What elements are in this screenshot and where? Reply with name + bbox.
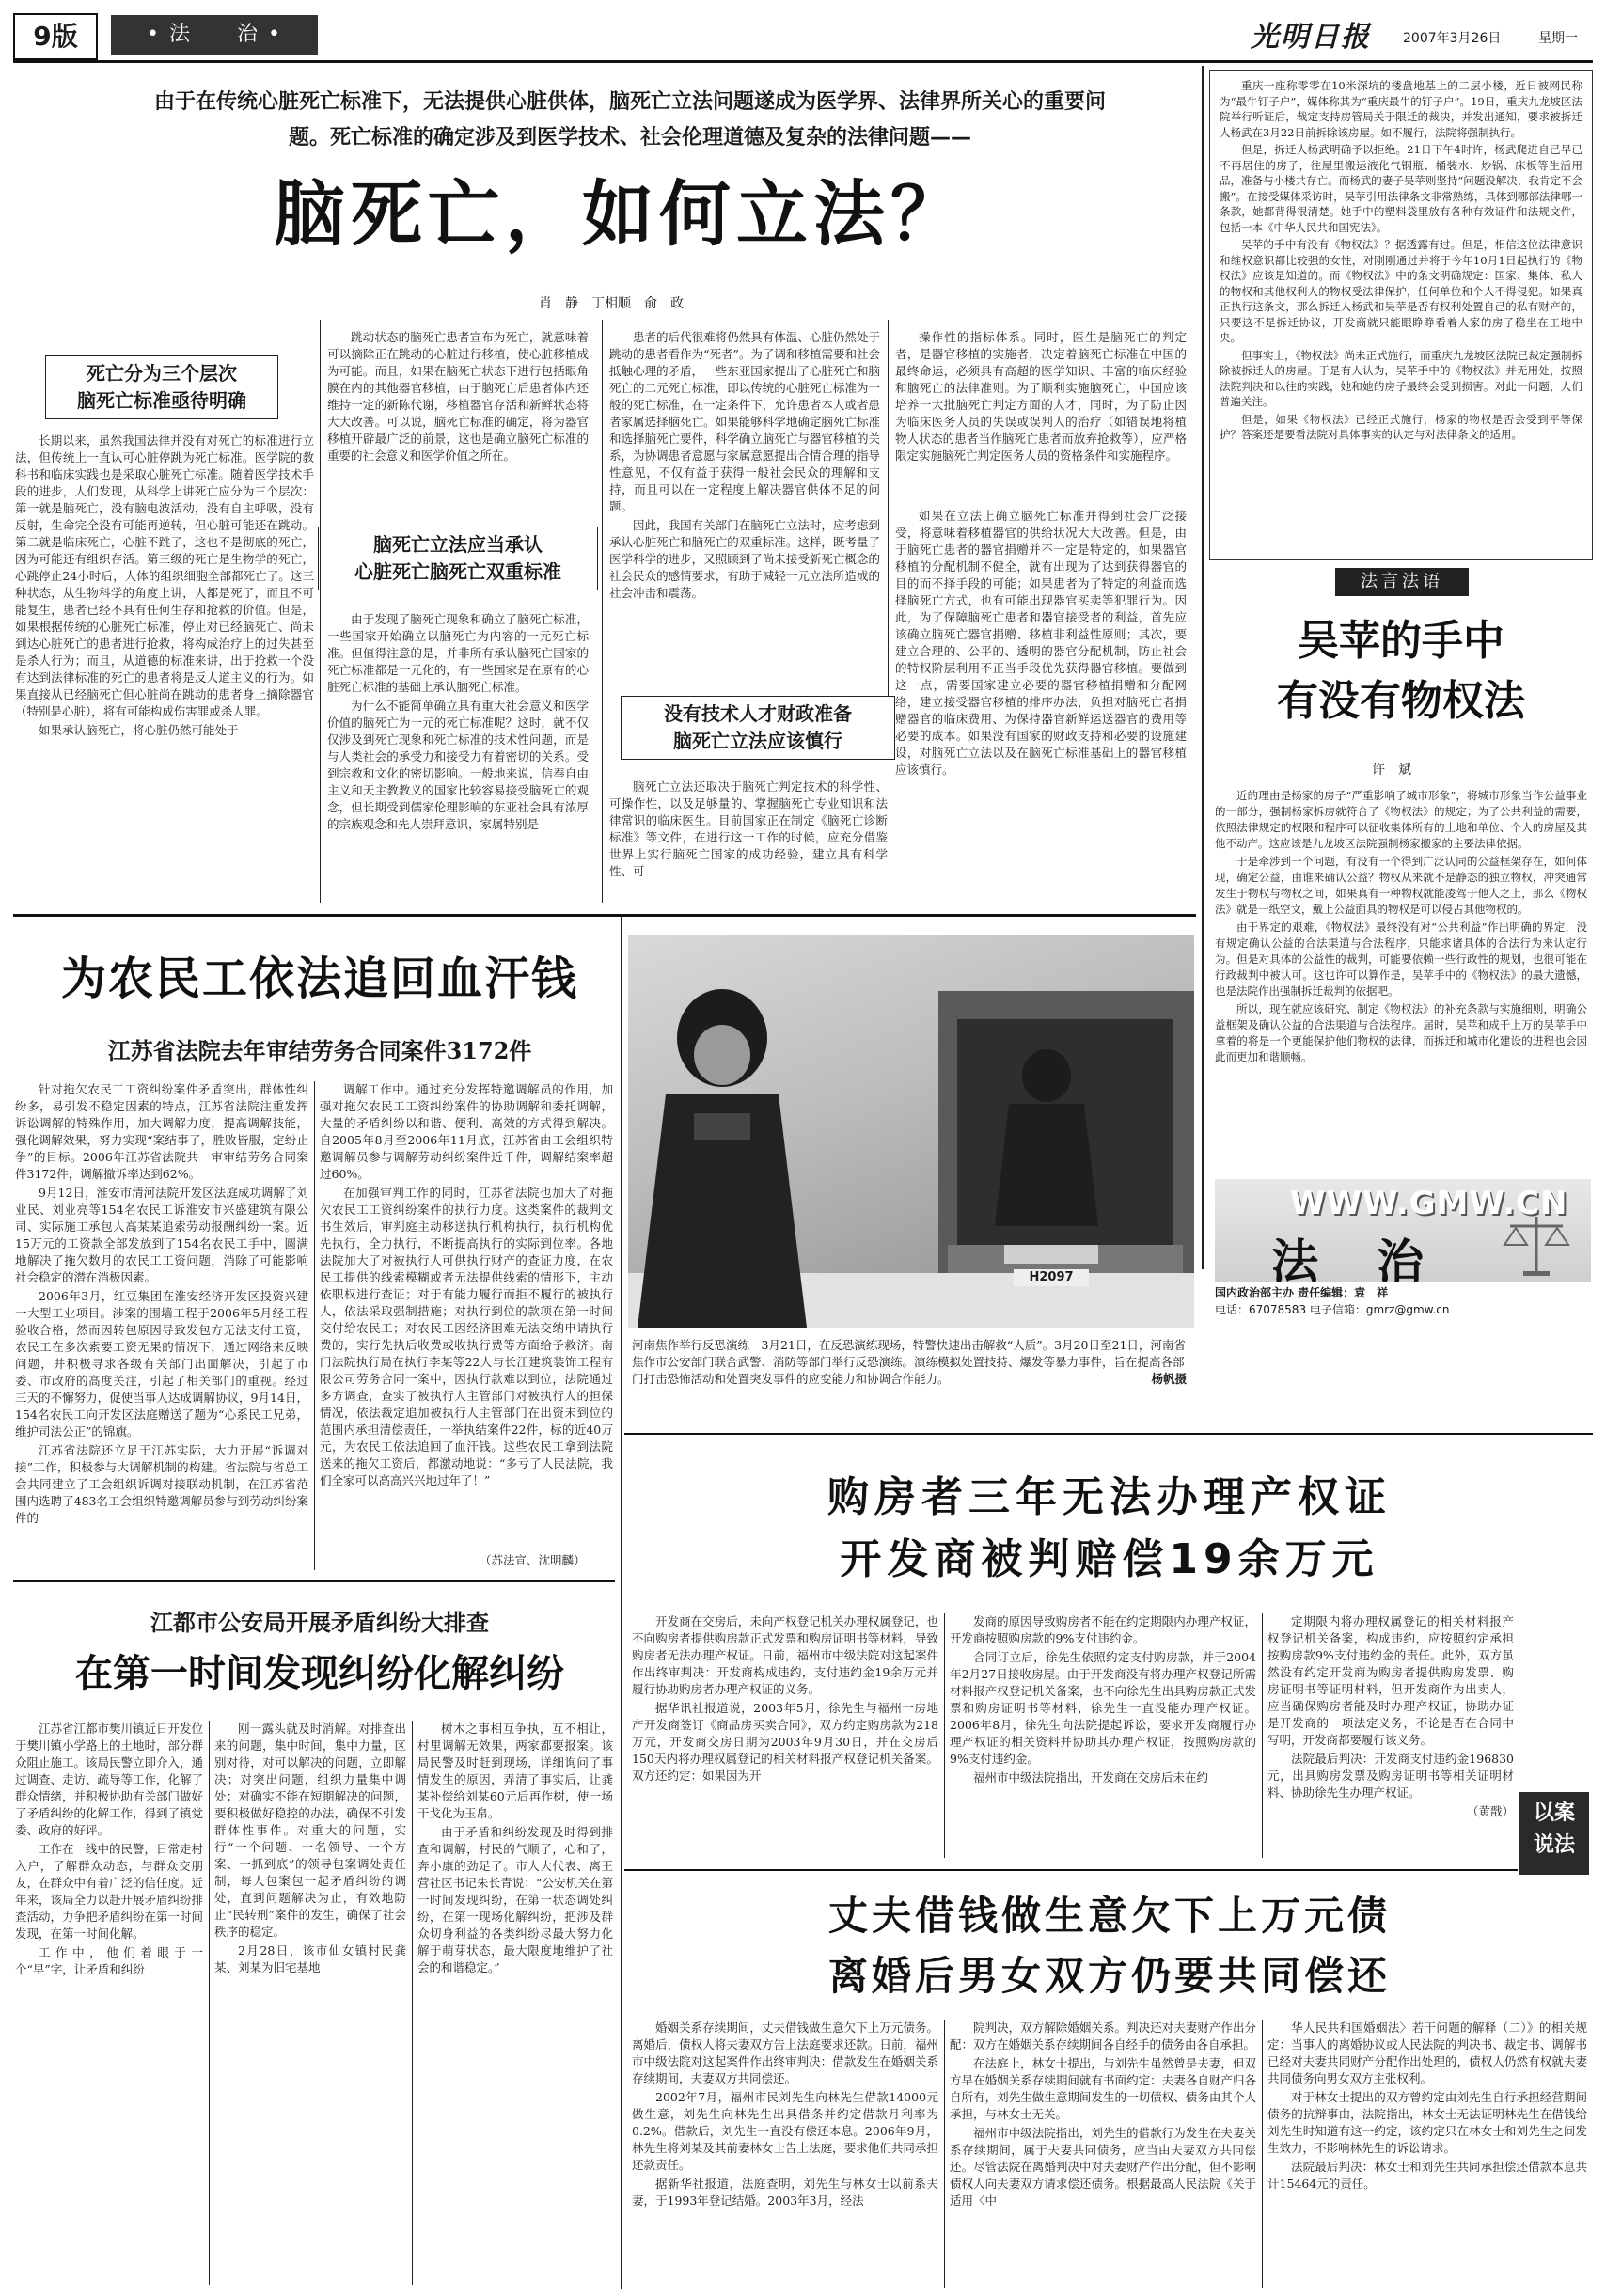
paragraph: 福州市中级法院指出，开发商在交房后未在约 (973, 1770, 1209, 1785)
paragraph: 江苏省江都市樊川镇近日开发位于樊川镇小学路上的土地时，部分群众阻止施工。该局民警立即介入，通过调查、走访、疏导等工作，化解了群众情绪，并积极协助有关部门做好了矛盾纠纷的化解工作，得到了镇党委、政府的好评。 (15, 1722, 203, 1837)
column-rule (944, 2020, 945, 2288)
story3-title: 在第一时间发现纠纷化解纠纷 (75, 1652, 564, 1695)
van-license-plate: H2097 (1014, 1269, 1089, 1286)
web-section-label: 法 治 (1271, 1234, 1429, 1289)
paragraph: 2002年7月，福州市民刘先生向林先生借款14000元做生意，刘先生向林先生出具借条并约定借款月利率为0.2%。借款后，刘先生一直没有偿还本息。2006年9月，林先生将刘某及其前妻林女士告上法庭，要求他们共同承担还款责任。 (632, 2090, 938, 2172)
paragraph: 2月28日，该市仙女镇村民龚某、刘某为旧宅基地 (214, 1943, 406, 1974)
right-title: 吴苹的手中 有没有物权法 (1277, 617, 1525, 725)
story2-bottom-rule (13, 1580, 615, 1582)
story3-kicker: 江都市公安局开展矛盾纠纷大排查 (150, 1609, 489, 1636)
story4-bottom-rule (624, 1869, 1518, 1871)
masthead (0, 0, 1606, 62)
paragraph: 如果在立法上确立脑死亡标准并得到社会广泛接受，将意味着移植器官的供给状况大大改善。但是，由于脑死亡患者的器官捐赠并不一定是特定的，如果器官移植的分配机制不健全，就有出现为了达到获得器官的目的而不择手段的可能；如果患者为了特定的利益而选择脑死亡方式，也有可能出现器官买卖等犯罪行为。因此，为了保障脑死亡患者和器官接受者的利益，首先应该确立脑死亡器官捐赠、移植非利益性原则；其次，要建立合理的、公平的、透明的器官分配机制，防止社会的特权阶层利用不正当手段优先获得器官移植。要做到这一点，需要国家建立必要的器官移植捐赠和分配网络，建立接受器官移植的排序办法，负担对脑死亡者捐赠器官的临床费用、为保持器官新鲜运送器官的费用等必要的成本。如果没有国家的财政支持和必要的设施建设，对脑死亡立法以及在脑死亡标准基础上的器官移植应该慎行。 (895, 509, 1187, 777)
story4-title: 购房者三年无法办理产权证 开发商被判赔偿19余万元 (827, 1473, 1392, 1583)
paragraph: 重庆一座称零零在10米深坑的楼盘地基上的二层小楼，近日被网民称为“最牛钉子户”，媒体称其为“重庆最牛的钉子户”。19日，重庆九龙坡区法院举行听证后，裁定支持房管局关于限迁的裁决，并发出通知，要求被拆迁人杨武在3月22日前拆除该房屋。如不履行，法院将强制执行。 (1220, 79, 1582, 139)
lead-col-4b (895, 508, 1187, 903)
lead-title: 脑死亡，如何立法？ (274, 172, 968, 256)
story4-top-rule (624, 1433, 1593, 1435)
column-rule (209, 1721, 210, 2285)
photo-credit: 杨帆摄 (1151, 1372, 1187, 1386)
page-number: 9版 (13, 13, 98, 60)
paragraph: 所以，现在就应该研究、制定《物权法》的补充条款与实施细则，明确公益框架及确认公益的合法渠道与合法程序。届时，吴苹和成千上万的吴苹手中拿着的将是一个更能保护他们物权的法律，而拆迁和城市化建设的进程也会因此而更加和谐顺畅。 (1215, 1002, 1587, 1063)
paragraph: 但事实上，《物权法》尚未正式施行，而重庆九龙坡区法院已裁定强制拆除被拆迁人的房屋。于是有人认为，吴苹手中的《物权法》并无用处，按照法院判决和以往的实践，她和她的房子最终会受到损害。对此一问题，人们普遍关注。 (1220, 348, 1582, 408)
paragraph: 由于矛盾和纠纷发现及时得到排查和调解，村民的气顺了，心和了，奔小康的劲足了。市人大代表、离王营社区书记朱长青说：“公安机关在第一时间发现纠纷，在第一状态调处纠纷，在第一现场化解纠纷，把涉及群众切身利益的各类纠纷尽最大努力化解于萌芽状态，最大限度地维护了社会的和谐稳定。” (417, 1825, 613, 1974)
news-photo (628, 935, 1194, 1328)
lead-col-3a (609, 329, 880, 677)
story2-col-1 (15, 1081, 308, 1570)
issue-date: 2007年3月26日 (1403, 31, 1502, 46)
paragraph: 跳动状态的脑死亡患者宣布为死亡，就意味着可以摘除正在跳动的心脏进行移植，使心脏移植成为可能。而且，如果在脑死亡状态下进行包括眼角膜在内的其他器官移植，由于脑死亡后患者体内还维持一定的新陈代谢，移植器官存活和新鲜状态将大大改善。可以说，脑死亡标准的确定，将为器官移植开辟最广泛的前景，这也是确立脑死亡标准的重要的社会意义和医学价值之所在。 (327, 330, 589, 463)
paragraph: 近的理由是杨家的房子“严重影响了城市形象”，将城市形象当作公益事业的一部分，强制杨家拆房就符合了《物权法》的规定；为了公共利益的需要，依照法律规定的权限和程序可以征收集体所有的土地和单位、个人的房屋及其他不动产。这应该是九龙坡区法院强制杨家搬家的主要法律依据。 (1215, 789, 1587, 850)
column-label: 法言法语 (1335, 568, 1469, 596)
paragraph: 工作中，他们着眼于一个“早”字，让矛盾和纠纷 (15, 1945, 203, 1976)
column-rule (944, 1613, 945, 1858)
photo-scene (628, 935, 1194, 1328)
paragraph: 发商的原因导致购房者不能在约定期限内办理产权证，开发商按照购房款的9%支付违约金。 (950, 1614, 1256, 1645)
story5-col-1 (632, 2020, 938, 2288)
story4-col-3 (1267, 1613, 1514, 1858)
column-rule (1262, 2020, 1263, 2288)
right-body (1215, 788, 1587, 1164)
column-rule (621, 917, 622, 2289)
editor-info-2: 电话：67078583 电子信箱：gmrz@gmw.cn (1215, 1303, 1450, 1316)
paragraph: 在法庭上，林女士提出，与刘先生虽然曾是夫妻，但双方早在婚姻关系存续期间就有书面约定：夫妻各自财产归各自所有，刘先生做生意期间发生的一切债权、债务由其个人承担，与林女士无关。 (950, 2056, 1256, 2121)
story3-col-1 (15, 1721, 203, 2285)
column-rule (602, 320, 603, 903)
paragraph: 调解工作中。通过充分发挥特邀调解员的作用，加强对拖欠农民工工资纠纷案件的协助调解和委托调解，大量的矛盾纠纷以和谐、便利、高效的方式得到解决。自2005年8月至2006年11月底，江苏省由工会组织特邀调解员参与调解劳动纠纷案件近千件，调解结案率超过60%。 (320, 1082, 613, 1181)
column-rule (1262, 1613, 1263, 1858)
paragraph: 据华讯社报道说，2003年5月，徐先生与福州一房地产开发商签订《商品房买卖合同》，双方约定购房款为218万元，开发商交房日期为2003年9月30日，并在交房后150天内将办理权属登记的相关材料报产权登记机关备案。双方还约定：如果因为开 (632, 1701, 938, 1783)
story2-credit: （苏法宣、沈明麟） (480, 1553, 586, 1567)
lead-col-1 (15, 432, 314, 903)
story2-col-2 (320, 1081, 613, 1551)
lead-byline: 肖 静 丁相顺 俞 政 (539, 296, 684, 311)
paragraph: 但是，拆迁人杨武明确予以拒绝。21日下午4时许，杨武爬进自己早已不再居住的房子，往屋里搬运液化气钢瓶、桶装水、炒锅、床板等生活用品，准备与小楼共存亡。而杨武的妻子吴苹则坚持“问题没解决，我肯定不会搬”。在接受媒体采访时，吴苹引用法律条文非常熟练，具体到哪部法律哪一条款，她都背得很清楚。她手中的塑料袋里放有各种有效证件和法规文件，包括一本《中华人民共和国宪法》。 (1220, 143, 1582, 234)
right-column-rule (1202, 66, 1204, 1269)
paragraph: 吴苹的手中有没有《物权法》？据透露有过。但是，相信这位法律意识和维权意识都比较强的女性，对刚刚通过并将于今年10月1日起执行的《物权法》应该是知道的。而《物权法》中的条文明确规定：国家、集体、私人的物权和其他权利人的物权受法律保护，任何单位和个人不得侵犯。如果真正执行这条文，那么拆迁人杨武和吴苹是否有权利处置自己的私有财产的，只要这不是拆迁协议，开发商就只能眼睁睁看着人家的房子稳坐在工地中央。 (1220, 238, 1582, 344)
paragraph: 但是，如果《物权法》已经正式施行，杨家的物权是否会受到平等保护？答案还是要看法院对具体事实的认定与对法律条文的适用。 (1220, 412, 1582, 441)
paragraph: 合同订立后，徐先生依照约定支付购房款，并于2004年2月27日接收房屋。由于开发商没有将办理产权登记所需材料报产权登记机关备案，也不向徐先生出具购房款正式发票和购房证明书等材料，徐先生一直没能办理产权证。2006年8月，徐先生向法院提起诉讼，要求开发商履行办理产权证的相关资料并协助其办理产权证，按照购房款的9%支付违约金。 (950, 1650, 1256, 1766)
story3-col-3 (417, 1721, 613, 2285)
paragraph: 福州市中级法院指出，刘先生的借款行为发生在夫妻关系存续期间，属于夫妻共同债务，应当由夫妻双方共同偿还。尽管法院在离婚判决中对夫妻财产作出分配，但不影响债权人向夫妻双方请求偿还债务。根据最高人民法院《关于适用〈中 (950, 2126, 1256, 2208)
paragraph: 树木之事相互争执，互不相让，村里调解无效果，两家都要报案。该局民警及时赶到现场，详细询问了事情发生的原因，弄清了事实后，让龚某补偿给刘某60元后再作树，使一场干戈化为玉帛。 (417, 1722, 613, 1820)
paragraph: 为什么不能简单确立具有重大社会意义和医学价值的脑死亡为一元的死亡标准呢？这时，就不仅仅涉及到死亡现象和死亡标准的技术性问题，而是与人类社会的承受力和接受力有着密切的关系。受到宗教和文化的密切影响。一般地来说，信奉自由主义和天主教教义的国家比较容易接受脑死亡的观念，但长期受到儒家伦理影响的东亚社会具有浓厚的宗族观念和先人崇拜意识，家属特别是 (327, 699, 589, 831)
paragraph: 针对拖欠农民工工资纠纷案件矛盾突出，群体性纠纷多，易引发不稳定因素的特点，江苏省法院注重发挥诉讼调解的特殊作用，加大调解力度，提高调解技能，强化调解效果，努力实现“案结事了，胜败皆服，定纷止争”的目标。2006年江苏省法院共一审审结劳务合同案件3172件，调解撤诉率达到62%。 (15, 1082, 308, 1181)
paragraph: 法院最后判决：林女士和刘先生共同承担偿还借款本息共计15464元的责任。 (1267, 2160, 1587, 2191)
right-intro (1220, 78, 1582, 552)
right-byline: 许 斌 (1372, 763, 1411, 778)
story5-title: 丈夫借钱做生意欠下上万元债 离婚后男女双方仍要共同偿还 (827, 1893, 1391, 1999)
case-law-tag: 以案 说法 (1519, 1792, 1589, 1875)
lead-col-4a (895, 329, 1187, 508)
lead-subhead-1: 死亡分为三个层次 脑死亡标准亟待明确 (45, 355, 278, 419)
web-url: WWW.GMW.CN (1290, 1185, 1568, 1222)
editor-info-1: 国内政治部主办 责任编辑：袁 祥 (1215, 1286, 1389, 1299)
column-rule (314, 1081, 315, 1570)
lead-col-3c (609, 778, 888, 903)
paragraph: 工作在一线中的民警，日常走村入户，了解群众动态，与群众交朋友，在群众中有着广泛的信任度。近年来，该局全力以赴开展矛盾纠纷排查活动，力争把矛盾纠纷在第一时间发现，在第一时间化解。 (15, 1842, 203, 1941)
paragraph: 江苏省法院还立足于江苏实际，大力开展“诉调对接”工作，积极参与大调解机制的构建。省法院与省总工会共同建立了工会组织诉调对接联动机制，在江苏省范围内选聘了483名工会组织特邀调解员参与到劳动纠纷案件的 (15, 1443, 308, 1525)
story4-col-2 (950, 1613, 1256, 1858)
lead-col-2a (327, 329, 589, 517)
paragraph: 9月12日，淮安市清河法院开发区法庭成功调解了刘业民、刘业亮等154名农民工诉淮安市兴盛建筑有限公司、实际施工承包人高某某追索劳动报酬纠纷一案。近15万元的工资款全部发放到了154名农民工手中，圆满地解决了拖欠数月的农民工工资问题，消除了可能影响社会稳定的潜在消极因素。 (15, 1186, 308, 1284)
paragraph: 开发商在交房后，未向产权登记机关办理权属登记，也不向购房者提供购房款正式发票和购房证明书等材料，导致购房者无法办理产权证。日前，福州市中级法院对这起案件作出终审判决：开发商构成违约，支付违约金19余万元并履行协助购房者办理产权证的义务。 (632, 1614, 938, 1696)
paragraph: 2006年3月，红豆集团在淮安经济开发区投资兴建一大型工业项目。涉案的围墙工程于2006年5月经工程验收合格，然而因转包原因导致发包方无法支付工资，农民工在多次索要工资无果的情况下，通过网络来反映问题，并积极寻求各级有关部门出面解决，引起了市委、市政府的高度关注，引起了相关部门的重视。经过三天的不懈努力，促使当事人达成调解协议，9月14日，154名农民工向开发区法庭赠送了题为“心系民工兄弟，维护司法公正”的锦旗。 (15, 1289, 308, 1439)
paragraph: 操作性的指标体系。同时，医生是脑死亡的判定者，是器官移植的实施者，决定着脑死亡标准在中国的最终命运，必须具有高超的医学知识、丰富的临床经验和脑死亡的法律准则。为了顺利实施脑死亡，中国应该培养一大批脑死亡判定方面的人才，同时，为了防止因为临床医务人员的失误或误判人的治疗（如错误地将植物人状态的患者当作脑死亡患者而放弃抢救等），应严格限定实施脑死亡判定医务人员的资格条件和实施程序。 (895, 330, 1187, 463)
paragraph: 患者的后代很难将仍然具有体温、心脏仍然处于跳动的患者看作为“死者”。为了调和移植需要和社会抵触心理的矛盾，一些东亚国家提出了心脏死亡和脑死亡的二元死亡标准，即以传统的心脏死亡标准为一般的死亡标准，在一定条件下，允许患者本人或者患者家属选择脑死亡。如果能够科学地确定脑死亡标准和选择脑死亡要件，科学确立脑死亡与器官移植的关系，为协调患者意愿与家属意愿提出合情合理的指导性意见，不仅有益于获得一般社会民众的理解和支持，而且可以在一定程度上解决器官供体不足的问题。 (609, 330, 880, 513)
right-column-box (1209, 70, 1593, 560)
masthead-rule (13, 60, 1593, 63)
scales-of-justice-icon (1503, 1213, 1570, 1279)
story5-col-2 (950, 2020, 1256, 2288)
story2-title: 为农民工依法追回血汗钱 (60, 952, 578, 1005)
paragraph: 院判决，双方解除婚姻关系。判决还对夫妻财产作出分配：双方在婚姻关系存续期间各自经手的债务由各自承担。 (950, 2021, 1256, 2052)
story2-subtitle: 江苏省法院去年审结劳务合同案件3172件 (107, 1037, 532, 1064)
paragraph: 在加强审判工作的同时，江苏省法院也加大了对拖欠农民工工资纠纷案件的执行力度。这类案件的裁判文书生效后，审判庭主动移送执行机构执行，执行机构优先执行，全力执行，不断提高执行的实际到位率。各地法院加大了对被执行人可供执行财产的查证力度，在农民工提供的线索模糊或者无法提供线索的情形下，主动依职权进行查证；对于有能力履行而拒不履行的被执行人，依法采取强制措施；对执行到位的款项在第一时间交付给农民工；对农民工因经济困难无法交纳申请执行费的，实行先执后收费或收执行费等方面给予救济。南门法院执行局在执行李某等22人与长江建筑装饰工程有限公司劳务合同一案中，因执行款难以到位，法院通过多方调查，查实了被执行人主管部门对被执行人的担保情况，依法裁定追加被执行人主管部门在出资未到位的范围内承担清偿责任，一举执结案件22件，标的近40万元，为农民工依法追回了血汗钱。这些农民工拿到法院送来的拖欠工资后，都激动地说：“多亏了人民法院，我们全家可以高高兴兴地过年了！” (320, 1186, 613, 1487)
paragraph: 据新华社报道，法庭查明，刘先生与林女士以前系夫妻，于1993年登记结婚。2003年3月，经法 (632, 2177, 938, 2208)
paragraph: 华人民共和国婚姻法〉若干问题的解释（二）》的相关规定：当事人的离婚协议或人民法院的判决书、裁定书、调解书已经对夫妻共同财产分配作出处理的，债权人仍然有权就夫妻共同债务向男女双方主张权利。 (1267, 2021, 1587, 2085)
lead-subhead-2: 脑死亡立法应当承认 心脏死亡脑死亡双重标准 (318, 527, 598, 590)
web-banner (1215, 1179, 1591, 1289)
lead-col-2b (327, 611, 589, 903)
paragraph: 于是牵涉到一个问题，有没有一个得到广泛认同的公益框架存在，如何体现，确定公益，由谁来确认公益？物权从来就不是静态的独立物权，冲突通常发生于物权与物权之间，如果真有一种物权就能凌驾于他人之上，那么《物权法》就是一纸空文，戴上公益面具的物权是可以侵占其他物权的。 (1215, 855, 1587, 916)
paragraph: （黄戬） (1466, 1804, 1514, 1818)
lead-subhead-3: 没有技术人才财政准备 脑死亡立法应该慎行 (621, 696, 895, 760)
issue-weekday: 星期一 (1538, 31, 1578, 46)
lead-bottom-rule (13, 914, 1196, 917)
column-rule (320, 320, 321, 903)
paragraph: 由于界定的艰难，《物权法》最终没有对“公共利益”作出明确的界定，没有规定确认公益的合法渠道与合法程序，只能求诸具体的合法行为来认定行为。但是对具体的公益性的裁判，可能要依赖一些行政性的规划，也很可能在行政裁判中被认可。这也许可以算作是，吴苹手中的《物权法》的最大遗憾，也是法院作出强制拆迁裁判的依据吧。 (1215, 920, 1587, 998)
story4-col-1 (632, 1613, 938, 1858)
story3-col-2 (214, 1721, 406, 2285)
paragraph: 脑死亡立法还取决于脑死亡判定技术的科学性、可操作性，以及足够量的、掌握脑死亡专业知识和法律常识的临床医生。目前国家正在制定《脑死亡诊断标准》等文件，在进行这一工作的时候，应充分借鉴世界上实行脑死亡国家的成功经验，建立具有科学性、可 (609, 779, 888, 878)
lead-deck: 由于在传统心脏死亡标准下，无法提供心脏供体，脑死亡立法问题遂成为医学界、法律界所关心的重要问题。死亡标准的确定涉及到医学技术、社会伦理道德及复杂的法律问题—— (153, 90, 1106, 149)
column-rule (888, 320, 889, 696)
paragraph: 由于发现了脑死亡现象和确立了脑死亡标准，一些国家开始确立以脑死亡为内容的一元死亡标准。但值得注意的是，并非所有承认脑死亡国家的死亡标准都是一元化的，有一些国家是在原有的心脏死亡标准的基础上承认脑死亡标准。 (327, 612, 589, 694)
section-banner: • 法 治 • (111, 15, 318, 55)
paragraph: 法院最后判决：开发商支付违约金196830元，出具购房发票及购房证明书等相关证明材料、协助徐先生办理产权证。 (1267, 1752, 1514, 1800)
story5-col-3 (1267, 2020, 1587, 2288)
paragraph: 长期以来，虽然我国法律并没有对死亡的标准进行立法，但传统上一直认可心脏停跳为死亡标准。医学院的教科书和临床实践也是采取心脏死亡标准。随着医学技术手段的进步，人们发现，从科学上讲死亡应分为三个层次：第一就是脑死亡，没有脑电波活动，没有自主呼吸，没有反射，生命完全没有可能再逆转，但心脏可能还在跳动。第二就是临床死亡，心脏不跳了，这也不是彻底的死亡，因为可能还有组织存活。第三级的死亡是生物学的死亡，心跳停止24小时后，人体的组织细胞全部都死亡了。这三种状态，从生物科学的角度上讲，人都是死了，而且不可能复生，患者已经不具有任何生存和抢救的价值。但是，如果根据传统的心脏死亡标准，停止对已经脑死亡、尚未到达心脏死亡的患者进行抢救，将构成治疗上的过失甚至是杀人行为；而且，从道德的标准来讲，出于抢救一个没有达到法律标准的死亡的患者将是反人道主义的行为。如果直接从已经脑死亡但心脏尚在跳动的患者身上摘除器官（特别是心脏），将有可能构成伤害罪或杀人罪。 (15, 433, 314, 718)
paragraph: 婚姻关系存续期间，丈夫借钱做生意欠下上万元债务。离婚后，债权人将夫妻双方告上法庭要求还款。日前，福州市中级法院对这起案件作出终审判决：借款发生在婚姻关系存续期间，夫妻双方共同偿还。 (632, 2021, 938, 2085)
paragraph: 对于林女士提出的双方曾约定由刘先生自行承担经营期间债务的抗辩事由，法院指出，林女士无法证明林先生在借钱给刘先生时知道有这一约定，该约定只在林女士和刘先生之间发生效力，不影响林先生的诉讼请求。 (1267, 2090, 1587, 2155)
paragraph: 刚一露头就及时消解。对排查出来的问题，集中时间，集中力量，区别对待，对可以解决的问题，立即解决；对突出问题，组织力量集中调处；对确实不能在短期解决的问题，要积极做好稳控的办法，确保不引发群体性事件。对重大的问题，实行“一个问题、一名领导、一个方案、一抓到底”的领导包案调处责任制，每人包案包一起矛盾纠纷的调处，直到问题解决为止，有效地防止“民转刑”案件的发生，确保了社会秩序的稳定。 (214, 1722, 406, 1939)
paragraph: 因此，我国有关部门在脑死亡立法时，应考虑到承认心脏死亡和脑死亡的双重标准。这样，既考量了医学科学的进步，又照顾到了尚未接受新死亡概念的社会民众的感情要求，有助于减轻一元立法所造成的社会冲击和震荡。 (609, 518, 880, 600)
caption-text: 河南焦作举行反恐演练 3月21日，在反恐演练现场，特警快速出击解救“人质”。3月20日至21日，河南省焦作市公安部门联合武警、消防等部门举行反恐演练。演练模拟处置技持、爆发等暴力事件，旨在提高各部门打击恐怖活动和处置突发事件的应变能力和协调合作能力。 (632, 1338, 1186, 1386)
paragraph: 如果承认脑死亡，将心脏仍然可能处于 (39, 723, 239, 737)
paper-logo: 光明日报 (1251, 21, 1371, 54)
column-rule (412, 1721, 413, 2285)
photo-caption (632, 1337, 1187, 1427)
paragraph: 定期限内将办理权属登记的相关材料报产权登记机关备案，构成违约，应按照约定承担按购房款9%支付违约金的责任。此外，双方虽然没有约定开发商为购房者提供购房发票、购房证明书等证明材料，但开发商作为出卖人，应当确保购房者能及时办理产权证，协助办证是开发商的一项法定义务，不论是否在合同中写明，开发商都要履行该义务。 (1267, 1614, 1514, 1747)
